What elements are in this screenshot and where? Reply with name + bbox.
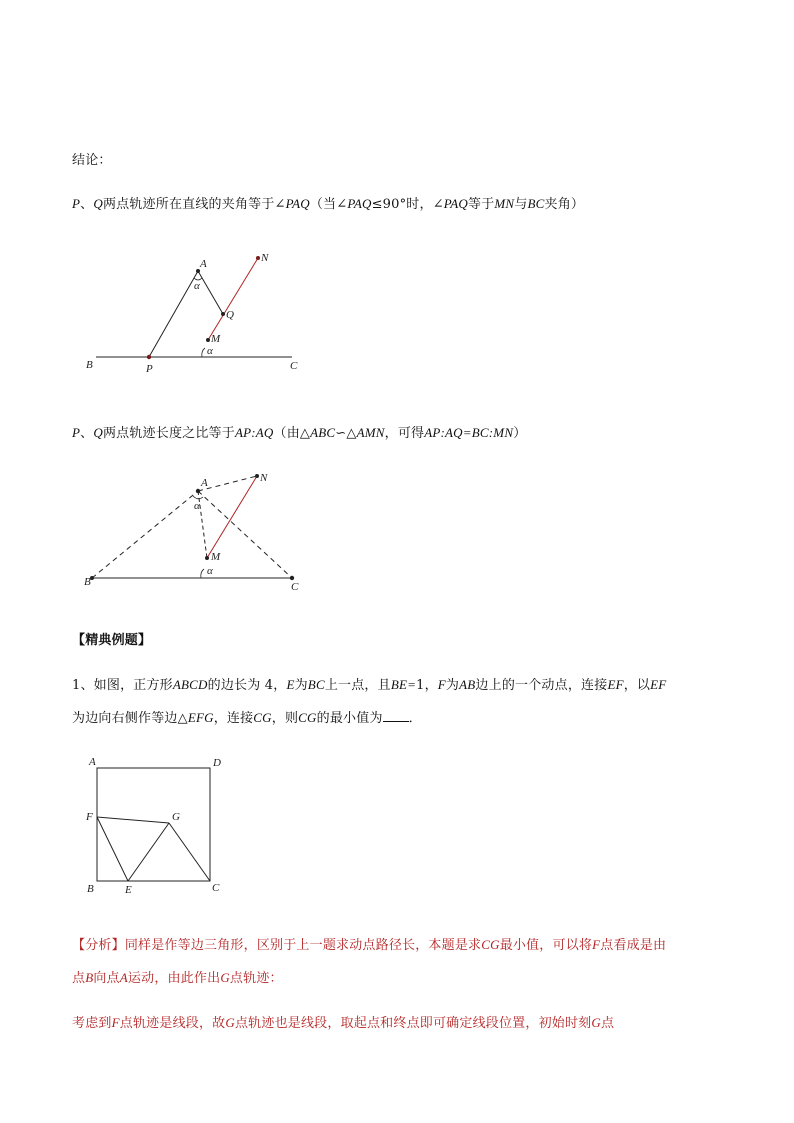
text: ，则	[271, 711, 299, 726]
text: 上一点，且	[324, 678, 391, 693]
text: 、	[80, 426, 94, 441]
cg-var: CG	[481, 937, 500, 952]
label-q: Q	[226, 309, 234, 321]
segment-eg	[128, 823, 169, 881]
text: 为边向右侧作等边△	[72, 711, 188, 726]
point-m	[206, 338, 210, 342]
text: 的边长为 4，	[207, 678, 287, 693]
analysis-line2	[72, 967, 283, 986]
text: 点轨迹：	[229, 971, 283, 986]
text: 两点轨迹长度之比等于	[102, 426, 235, 441]
f-var: F	[592, 937, 601, 952]
square-abcd	[97, 768, 210, 881]
text: （由△	[273, 426, 311, 441]
f-var: F	[111, 1015, 120, 1030]
label-alpha-bc: α	[207, 565, 213, 577]
label-a: A	[200, 258, 207, 270]
text: 点	[600, 1016, 615, 1031]
paq-var: PAQ	[347, 196, 372, 211]
text: 与	[514, 197, 528, 212]
text: 同样是作等边三角形，区别于上一题求动点路径长，本题是求	[124, 938, 482, 953]
text: 最小值，可以将	[499, 938, 593, 953]
text: ）	[513, 426, 527, 441]
text: 1，	[416, 678, 438, 693]
g-var: G	[591, 1015, 601, 1030]
label-b: B	[84, 576, 91, 588]
paragraph-angle-conclusion	[72, 193, 584, 212]
segment-mn	[208, 258, 258, 340]
text: ，以	[623, 678, 651, 693]
paq-var: PAQ	[443, 196, 468, 211]
amn-var: AMN	[356, 425, 385, 440]
text: 1、如图，正方形	[72, 678, 173, 693]
text: 两点轨迹所在直线的夹角等于∠	[102, 197, 286, 212]
e-var: E	[286, 677, 295, 692]
problem1-line2	[72, 707, 422, 726]
segment-mn	[207, 476, 257, 558]
q-var: Q	[93, 425, 103, 440]
label-n: N	[260, 472, 268, 484]
text: 点	[72, 971, 86, 986]
p-var: P	[72, 425, 81, 440]
label-a: A	[89, 756, 96, 768]
segment-aq	[198, 271, 223, 314]
label-b: B	[87, 883, 94, 895]
point-n	[255, 474, 259, 478]
label-p: P	[146, 363, 153, 375]
label-alpha-a: α	[194, 280, 200, 292]
ratio-var: AP:AQ	[234, 425, 274, 440]
paq-var: PAQ	[285, 196, 310, 211]
label-m: M	[211, 551, 221, 563]
label-m: M	[211, 333, 221, 345]
answer-blank[interactable]	[383, 710, 409, 722]
label-alpha-a: α	[194, 500, 200, 512]
ratio-var: AP:AQ=BC:MN	[424, 425, 514, 440]
text: ，连接	[213, 711, 254, 726]
g-var: G	[225, 1015, 235, 1030]
point-m	[205, 556, 209, 560]
point-a	[196, 489, 200, 493]
text: 考虑到	[72, 1016, 112, 1031]
label-g: G	[172, 811, 180, 823]
text: 的最小值为	[316, 711, 383, 726]
section-title: 【精典例题】	[72, 633, 152, 648]
label-n: N	[261, 252, 269, 264]
point-q	[221, 312, 225, 316]
label-f: F	[86, 811, 93, 823]
segment-fg	[97, 817, 169, 823]
text: ≤90°时，∠	[371, 197, 444, 212]
be-var: BE=	[390, 677, 417, 692]
text: 向点	[93, 971, 120, 986]
segment-fe	[97, 817, 128, 881]
label-c: C	[212, 882, 220, 894]
text: 运动，由此作出	[127, 971, 221, 986]
text: （当∠	[309, 197, 348, 212]
problem1-line1	[72, 674, 666, 693]
segment-ap	[149, 271, 198, 357]
text: ，可得	[384, 426, 425, 441]
label-d: D	[213, 757, 221, 769]
angle-arc-a	[193, 496, 203, 499]
analysis-line3	[72, 1012, 614, 1031]
label-c: C	[290, 360, 298, 372]
q-var: Q	[93, 196, 103, 211]
bc-var: BC	[527, 196, 545, 211]
p-var: P	[72, 196, 81, 211]
figure-similar-triangles	[80, 466, 310, 596]
a-var: A	[119, 970, 128, 985]
label-c: C	[291, 581, 299, 593]
paragraph-length-conclusion	[72, 422, 526, 441]
g-var: G	[220, 970, 230, 985]
ef-var: EF	[607, 677, 624, 692]
point-n	[256, 256, 260, 260]
label-b: B	[86, 359, 93, 371]
text: 夹角）	[544, 197, 585, 212]
ef-var: EF	[650, 677, 667, 692]
figure-parallel-trajectories	[80, 248, 320, 378]
bc-var: BC	[307, 677, 325, 692]
ab-var: AB	[459, 677, 476, 692]
f-var: F	[437, 677, 446, 692]
text: 为	[445, 678, 460, 693]
text: 、	[80, 197, 94, 212]
dashed-ab	[92, 491, 198, 578]
analysis-tag: 【分析】	[72, 938, 125, 953]
cg-var: CG	[298, 710, 317, 725]
figure-square-abcd	[80, 752, 230, 897]
text: 点轨迹也是线段，取起点和终点即可确定线段位置，初始时刻	[234, 1016, 592, 1031]
text: ∽△	[335, 426, 357, 441]
label-alpha-bc: α	[207, 345, 213, 357]
text: 点看成是由	[600, 938, 667, 953]
label-a: A	[201, 477, 208, 489]
point-c	[290, 576, 294, 580]
mn-var: MN	[494, 196, 515, 211]
efg-var: EFG	[187, 710, 214, 725]
text: 为	[294, 678, 308, 693]
angle-arc-bc	[202, 348, 205, 357]
segment-gc	[169, 823, 210, 881]
abc-var: ABC	[310, 425, 336, 440]
text: ．	[408, 711, 422, 726]
text: 等于	[468, 197, 495, 212]
abcd-var: ABCD	[172, 677, 208, 692]
cg-var: CG	[253, 710, 272, 725]
point-p	[147, 355, 151, 359]
conclusion-label: 结论：	[72, 153, 112, 168]
text: 点轨迹是线段，故	[119, 1016, 226, 1031]
angle-arc-bc	[201, 569, 204, 578]
b-var: B	[85, 970, 94, 985]
label-e: E	[125, 884, 132, 896]
text: 边上的一个动点，连接	[475, 678, 608, 693]
analysis-line1	[72, 934, 666, 953]
